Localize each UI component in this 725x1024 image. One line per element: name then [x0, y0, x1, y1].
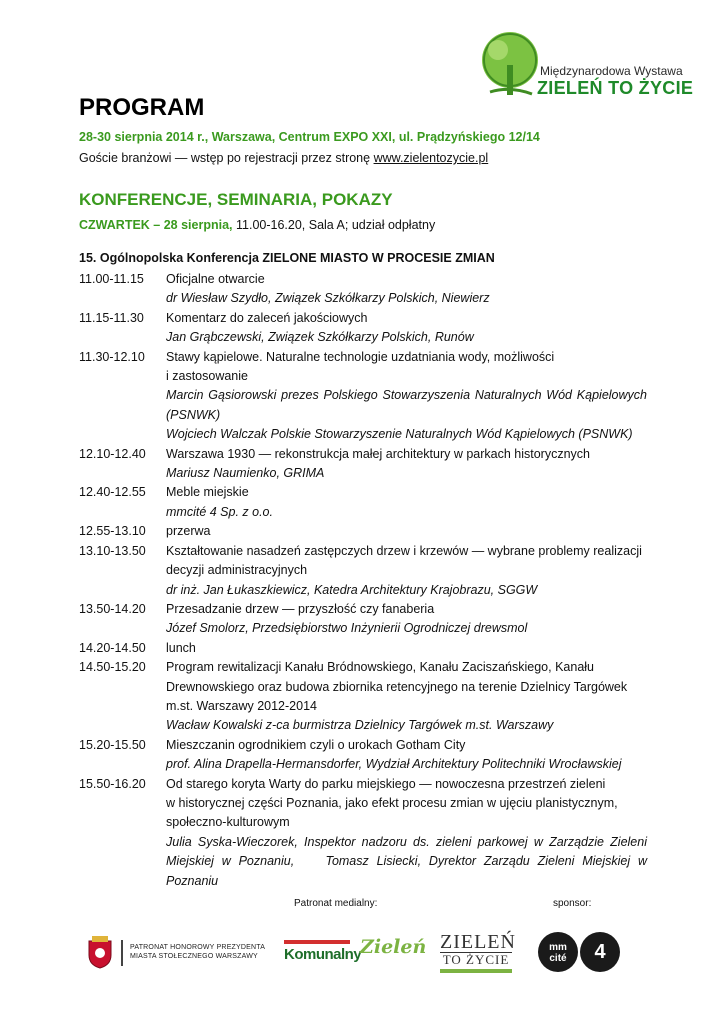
footer-logo-bottom: TO ŻYCIE: [440, 952, 512, 967]
schedule-description: [166, 309, 647, 348]
zielen-magazine-logo: [360, 936, 427, 968]
honorary-patronage: [130, 943, 265, 961]
schedule-description: [166, 445, 647, 484]
schedule-description: [166, 639, 647, 658]
zielen-to-zycie-footer-logo: [440, 931, 516, 974]
conference-title: 15. Ogólnopolska Konferencja ZIELONE MIASTO W PROCESIE ZMIAN: [79, 251, 495, 265]
schedule-time: 11.15-11.30: [79, 310, 144, 325]
mmcite-logo: [538, 932, 622, 974]
session-speaker: Wacław Kowalski z-ca burmistrza Dzielnicy Targówek m.st. Warszawy: [166, 718, 554, 733]
schedule-row: [79, 348, 651, 445]
session-title-line: przerwa: [166, 524, 211, 539]
mmcite-top: mm: [549, 942, 567, 953]
footer-logo-top: ZIELEŃ: [440, 931, 516, 953]
schedule-time: 15.50-16.20: [79, 776, 146, 791]
session-speaker: Julia Syska-Wieczorek, Inspektor nadzoru ds. zieleni parkowej w Zarządzie Zieleni Miejskiej w Poznaniu, Tomasz Lisiecki, Dyrektor Zarządu Zieleni Miejskiej w Poznaniu: [166, 834, 651, 888]
schedule-row: [79, 522, 647, 541]
schedule-time: 14.20-14.50: [79, 640, 146, 655]
schedule-description: [166, 542, 647, 600]
session-title-line: Mieszczanin ogrodnikiem czyli o urokach Gotham City: [166, 737, 466, 752]
session-title-line: decyzji administracyjnych: [166, 563, 308, 578]
footer-logo-bar: [440, 969, 512, 973]
session-title-line: Komentarz do zaleceń jakościowych: [166, 310, 368, 325]
session-speaker: Józef Smolorz, Przedsiębiorstwo Inżynierii Ogrodniczej drewsmol: [166, 621, 528, 636]
schedule-description: [166, 483, 647, 522]
warsaw-coat-of-arms: [86, 935, 114, 969]
schedule-row: [79, 445, 647, 484]
session-title-line: Program rewitalizacji Kanału Bródnowskiego, Kanału Zaciszańskiego, Kanału: [166, 660, 595, 675]
schedule-time: 11.30-12.10: [79, 349, 145, 364]
coat-of-arms-icon: [86, 935, 114, 969]
mmcite-number: 4: [580, 932, 620, 972]
schedule-time: 12.40-12.55: [79, 485, 146, 500]
session-title-line: i zastosowanie: [166, 369, 248, 384]
komunalny-logo: [284, 940, 362, 968]
session-speaker: Marcin Gąsiorowski prezes Polskiego Stowarzyszenia Naturalnych Wód Kąpielowych (PSNWK): [166, 388, 651, 422]
section-title: KONFERENCJE, SEMINARIA, POKAZY: [79, 190, 393, 209]
website-link[interactable]: www.zielentozycie.pl: [373, 151, 489, 165]
schedule-row: [79, 483, 647, 522]
zielen-logo-text: Zieleń: [360, 936, 427, 958]
session-title-line: społeczno-kulturowym: [166, 815, 290, 830]
event-info: 28-30 sierpnia 2014 r., Warszawa, Centrum EXPO XXI, ul. Prądzyńskiego 12/14: [79, 130, 540, 144]
session-title-line: Drewnowskiego oraz budowa zbiornika retencyjnego na terenie Dzielnicy Targówek: [166, 679, 628, 694]
patron-label: Patronat medialny:: [294, 898, 378, 909]
schedule-time: 12.10-12.40: [79, 446, 146, 461]
session-speaker: mmcité 4 Sp. z o.o.: [166, 504, 273, 519]
session-title-line: Oficjalne otwarcie: [166, 272, 265, 286]
page-title: PROGRAM: [79, 94, 205, 121]
sponsor-label: sponsor:: [553, 898, 592, 909]
logo-name: ZIELEŃ TO ŻYCIE: [537, 78, 694, 98]
schedule-description: [166, 775, 651, 891]
schedule-time: 12.55-13.10: [79, 524, 146, 539]
schedule-row: [79, 270, 647, 309]
schedule-time: 11.00-11.15: [79, 272, 144, 286]
session-speaker: dr inż. Jan Łukaszkiewicz, Katedra Architektury Krajobrazu, SGGW: [166, 582, 538, 597]
session-title-line: Stawy kąpielowe. Naturalne technologie uzdatniania wody, możliwości: [166, 349, 555, 364]
logo-subtitle: Międzynarodowa Wystawa: [540, 64, 683, 78]
session-title-line: Od starego koryta Warty do parku miejskiego — nowoczesna przestrzeń zieleni: [166, 776, 606, 791]
zielen-to-zycie-logo: [476, 30, 698, 100]
session-title-line: lunch: [166, 640, 196, 655]
schedule: [79, 270, 651, 891]
mmcite-bottom: cité: [549, 953, 567, 964]
schedule-row: [79, 658, 647, 736]
session-title-line: Kształtowanie nasadzeń zastępczych drzew i krzewów — wybrane problemy realizacji: [166, 543, 642, 558]
schedule-description: [166, 736, 647, 775]
schedule-row: [79, 600, 647, 639]
session-title-line: m.st. Warszawy 2012-2014: [166, 698, 317, 713]
komunalny-text: Komunalny: [284, 946, 362, 963]
session-speaker: dr Wiesław Szydło, Związek Szkółkarzy Polskich, Niewierz: [166, 291, 490, 306]
session-title-line: w historycznej części Poznania, jako efekt procesu zmian w ujęciu planistycznym,: [166, 795, 618, 810]
schedule-time: 13.10-13.50: [79, 543, 146, 558]
schedule-row: [79, 775, 651, 891]
session-speaker: Jan Grąbczewski, Związek Szkółkarzy Polskich, Runów: [166, 330, 474, 345]
mmcite-circle: [538, 932, 578, 972]
schedule-time: 15.20-15.50: [79, 737, 146, 752]
session-speaker: Mariusz Naumienko, GRIMA: [166, 466, 325, 481]
day-details: 11.00-16.20, Sala A; udział odpłatny: [232, 218, 436, 232]
schedule-description: [166, 658, 647, 736]
schedule-description: [166, 600, 647, 639]
session-title-line: Przesadzanie drzew — przyszłość czy fanaberia: [166, 601, 435, 616]
schedule-row: [79, 309, 647, 348]
session-title-line: Meble miejskie: [166, 485, 249, 500]
day-info: [79, 218, 435, 232]
divider: [121, 940, 123, 966]
day-highlight: CZWARTEK – 28 sierpnia,: [79, 218, 233, 232]
schedule-description: [166, 348, 651, 445]
schedule-description: [166, 522, 647, 541]
schedule-row: [79, 542, 647, 600]
schedule-time: 14.50-15.20: [79, 660, 146, 675]
komunalny-bar: [284, 940, 350, 944]
schedule-row: [79, 736, 647, 775]
guests-text: Goście branżowi — wstęp po rejestracji przez stronę: [79, 151, 374, 165]
schedule-row: [79, 639, 647, 658]
honorary-patronage-line-1: PATRONAT HONOROWY PREZYDENTA: [130, 944, 266, 951]
session-speaker: prof. Alina Drapella-Hermansdorfer, Wydział Architektury Politechniki Wrocławskiej: [166, 757, 622, 772]
schedule-time: 13.50-14.20: [79, 601, 146, 616]
schedule-description: [166, 270, 647, 309]
session-title-line: Warszawa 1930 — rekonstrukcja małej architektury w parkach historycznych: [166, 446, 590, 461]
guests-info: [79, 151, 488, 165]
honorary-patronage-line-2: MIASTA STOŁECZNEGO WARSZAWY: [130, 953, 258, 960]
session-speaker: Wojciech Walczak Polskie Stowarzyszenie Naturalnych Wód Kąpielowych (PSNWK): [166, 427, 633, 442]
